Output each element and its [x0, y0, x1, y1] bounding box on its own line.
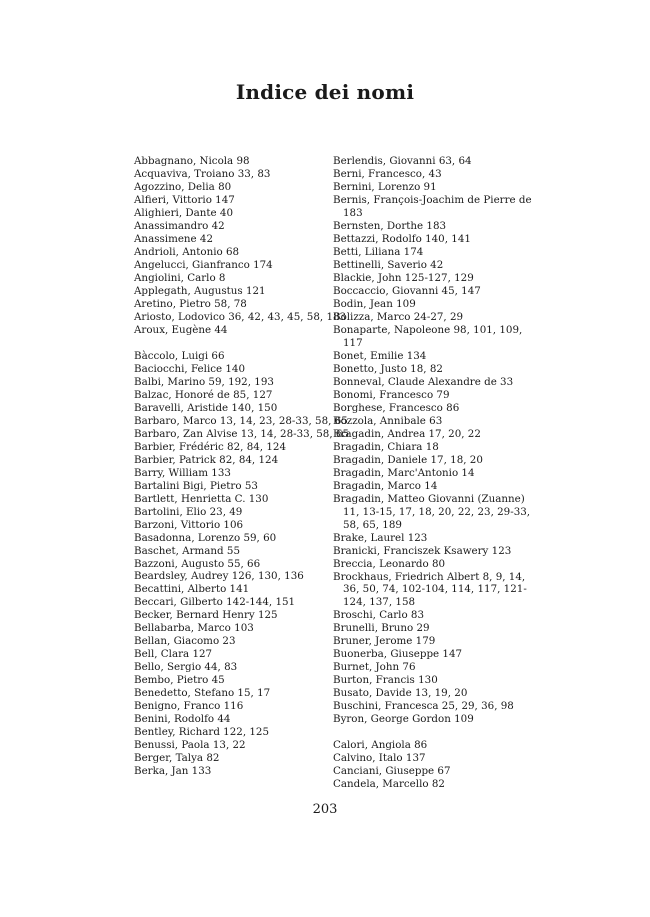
index-entry: Benini, Rodolfo 44	[134, 713, 231, 726]
index-entry: Abbagnano, Nicola 98	[134, 155, 250, 167]
index-entry: Bettinelli, Saverio 42	[333, 258, 444, 271]
index-entry: Anassimandro 42	[134, 219, 225, 232]
page-number: 203	[312, 802, 338, 817]
index-entry: Benedetto, Stefano 15, 17	[134, 687, 271, 700]
index-entry: Buonerba, Giuseppe 147	[333, 648, 463, 661]
letter-group-gap	[134, 337, 329, 350]
index-entry: Applegath, Augustus 121	[134, 284, 266, 297]
index-entry: Byron, George Gordon 109	[333, 713, 474, 726]
index-entry: Balzac, Honoré de 85, 127	[134, 388, 273, 401]
index-entry: Angelucci, Gianfranco 174	[134, 258, 273, 271]
index-entry: Bonetto, Justo 18, 82	[333, 362, 443, 375]
index-entry: Barzoni, Vittorio 106	[134, 518, 244, 531]
index-entry: Busato, Davide 13, 19, 20	[333, 687, 468, 700]
index-entry: Angiolini, Carlo 8	[134, 271, 226, 284]
index-entry: Bentley, Richard 122, 125	[134, 726, 270, 739]
index-entry: Bozzola, Annibale 63	[333, 414, 443, 427]
index-entry: Branicki, Franciszek Ksawery 123	[333, 544, 512, 557]
index-entry: Bellabarba, Marco 103	[134, 622, 254, 635]
index-entry: Baravelli, Aristide 140, 150	[134, 401, 278, 414]
index-entry: Bazzoni, Augusto 55, 66	[134, 557, 261, 570]
index-entry: Bonet, Emilie 134	[333, 349, 427, 362]
index-entry: Acquaviva, Troiano 33, 83	[134, 167, 271, 180]
page-title: Indice dei nomi	[235, 80, 415, 104]
index-entry: Bartalini Bigi, Pietro 53	[134, 479, 258, 492]
index-entry: Bolizza, Marco 24-27, 29	[333, 310, 464, 323]
index-entry: Burnet, John 76	[333, 661, 416, 674]
index-column-right	[333, 155, 533, 791]
index-entry: Brunelli, Bruno 29	[333, 622, 430, 635]
index-entry: Bragadin, Marc'Antonio 14	[333, 466, 475, 479]
index-entry: Basadonna, Lorenzo 59, 60	[134, 531, 277, 544]
index-entry: Calvino, Italo 137	[333, 752, 426, 765]
index-entry: Bonaparte, Napoleone 98, 101, 109, 117	[333, 323, 523, 349]
index-entry: Buschini, Francesca 25, 29, 36, 98	[333, 700, 514, 713]
index-entry: Candela, Marcello 82	[333, 778, 445, 791]
index-entry: Bonneval, Claude Alexandre de 33	[333, 375, 514, 388]
index-entry: Canciani, Giuseppe 67	[333, 765, 451, 778]
index-entry: Brockhaus, Friedrich Albert 8, 9, 14, 36, 50, 74, 102-104, 114, 117, 121-124, 137, 158	[333, 570, 527, 609]
index-entry: Bell, Clara 127	[134, 648, 213, 661]
index-entry: Blackie, John 125-127, 129	[333, 271, 474, 284]
index-entry: Aroux, Eugène 44	[134, 323, 228, 336]
index-entry: Balbi, Marino 59, 192, 193	[134, 375, 274, 388]
index-entry: Barbaro, Marco 13, 14, 23, 28-33, 58, 65	[134, 414, 348, 427]
index-entry: Benigno, Franco 116	[134, 700, 244, 713]
index-column-left	[134, 155, 349, 778]
index-entry: Alighieri, Dante 40	[134, 206, 234, 219]
index-entry: Barbier, Patrick 82, 84, 124	[134, 453, 279, 466]
index-entry: Aretino, Pietro 58, 78	[134, 297, 247, 310]
index-entry: Bragadin, Daniele 17, 18, 20	[333, 453, 483, 466]
index-entry: Ariosto, Lodovico 36, 42, 43, 45, 58, 183	[134, 310, 347, 323]
index-entry: Bruner, Jerome 179	[333, 635, 436, 648]
index-entry: Borghese, Francesco 86	[333, 401, 460, 414]
index-entry: Baschet, Armand 55	[134, 544, 241, 557]
index-entry: Bernsten, Dorthe 183	[333, 219, 447, 232]
index-entry: Bragadin, Chiara 18	[333, 440, 439, 453]
index-entry: Bartlett, Henrietta C. 130	[134, 492, 269, 505]
index-entry: Becattini, Alberto 141	[134, 583, 250, 596]
index-entry: Barbaro, Zan Alvise 13, 14, 28-33, 58, 65	[134, 427, 349, 440]
index-entry: Betti, Liliana 174	[333, 245, 424, 258]
index-entry: Bàccolo, Luigi 66	[134, 349, 225, 362]
index-entry: Brake, Laurel 123	[333, 531, 428, 544]
index-entry: Bragadin, Marco 14	[333, 479, 438, 492]
index-entry: Beccari, Gilberto 142-144, 151	[134, 596, 296, 609]
index-entry: Anassimene 42	[134, 232, 214, 245]
index-entry: Bernis, François-Joachim de Pierre de 183	[333, 193, 532, 219]
index-entry: Bello, Sergio 44, 83	[134, 661, 238, 674]
index-entry: Becker, Bernard Henry 125	[134, 609, 278, 622]
index-entry: Bragadin, Matteo Giovanni (Zuanne) 11, 13-15, 17, 18, 20, 22, 23, 29-33, 58, 65, 189	[333, 492, 531, 531]
index-entry: Barry, William 133	[134, 466, 231, 479]
index-entry: Bartolini, Elio 23, 49	[134, 505, 243, 518]
index-entry: Baciocchi, Felice 140	[134, 362, 246, 375]
index-entry: Bellan, Giacomo 23	[134, 635, 236, 648]
index-entry: Berka, Jan 133	[134, 765, 212, 778]
index-entry: Andrioli, Antonio 68	[134, 245, 240, 258]
index-entry: Burton, Francis 130	[333, 674, 438, 687]
index-entry: Bembo, Pietro 45	[134, 674, 225, 687]
index-entry: Barbier, Frédéric 82, 84, 124	[134, 440, 286, 453]
index-entry: Broschi, Carlo 83	[333, 609, 425, 622]
index-entry: Berger, Talya 82	[134, 752, 220, 765]
index-entry: Bonomi, Francesco 79	[333, 388, 450, 401]
letter-group-gap	[333, 726, 533, 739]
index-entry: Bodin, Jean 109	[333, 297, 416, 310]
index-entry: Breccia, Leonardo 80	[333, 557, 446, 570]
index-entry: Alfieri, Vittorio 147	[134, 193, 235, 206]
index-entry: Bernini, Lorenzo 91	[333, 180, 437, 193]
index-entry: Benussi, Paola 13, 22	[134, 739, 246, 752]
index-entry: Calori, Angiola 86	[333, 739, 428, 752]
index-entry: Agozzino, Delia 80	[134, 180, 232, 193]
index-entry: Berlendis, Giovanni 63, 64	[333, 155, 472, 167]
index-entry: Bragadin, Andrea 17, 20, 22	[333, 427, 481, 440]
index-entry: Berni, Francesco, 43	[333, 167, 442, 180]
index-entry: Beardsley, Audrey 126, 130, 136	[134, 570, 304, 583]
index-entry: Bettazzi, Rodolfo 140, 141	[333, 232, 471, 245]
index-entry: Boccaccio, Giovanni 45, 147	[333, 284, 481, 297]
